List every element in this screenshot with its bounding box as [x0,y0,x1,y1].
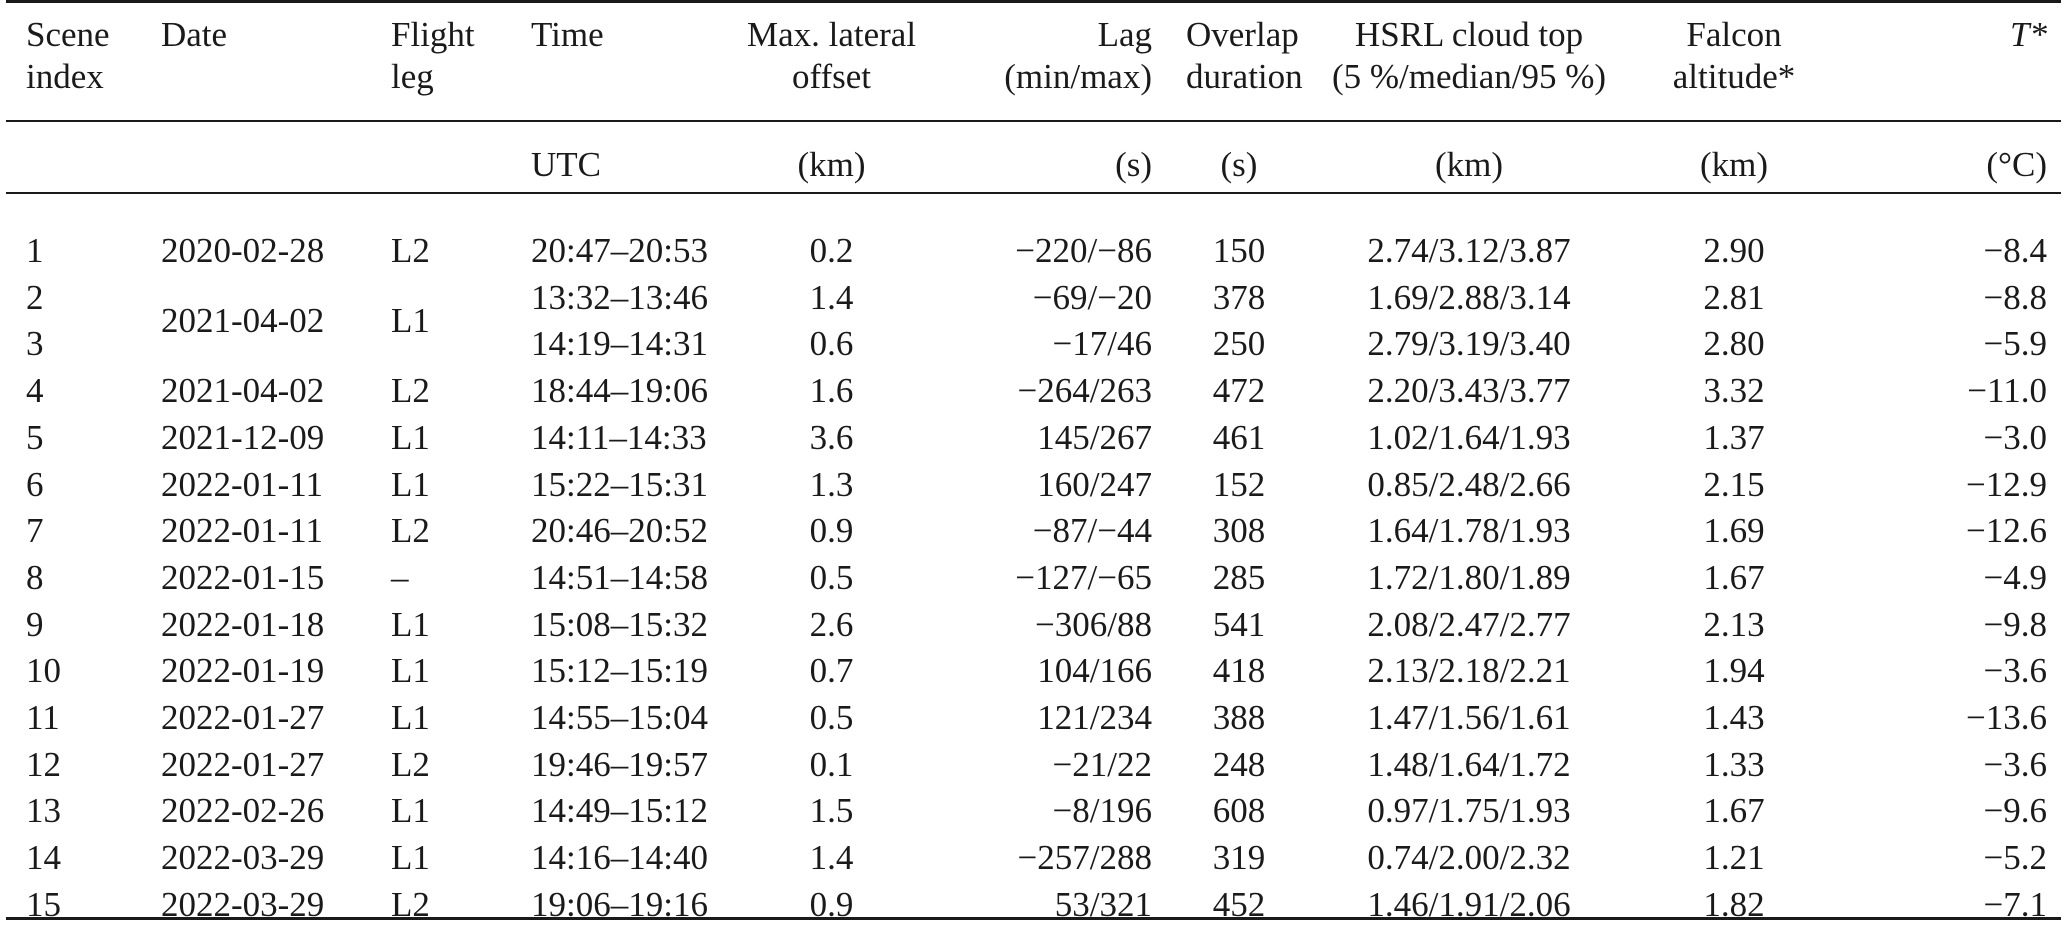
cell-hsrl: 0.74/2.00/2.32 [1367,838,1571,878]
table-row [6,508,2061,555]
cell-offset: 0.2 [809,231,854,270]
cell-scene: 13 [26,791,61,831]
unit-time: UTC [531,145,601,184]
cell-lag: −127/−65 [1015,557,1152,597]
cell-time: 15:12–15:19 [531,651,708,691]
col-header-falcon: Falcon altitude* [1672,15,1796,96]
cell-lag: 121/234 [1037,698,1152,738]
cell-overlap: 541 [1212,604,1266,644]
cell-falcon: 1.94 [1703,651,1765,691]
col-header-hsrl: HSRL cloud top (5 %/median/95 %) [1331,15,1607,96]
cell-lag: 53/321 [1054,884,1152,924]
cell-offset: 0.7 [809,651,854,691]
cell-overlap: 418 [1212,651,1266,691]
cell-offset: 1.5 [809,791,854,831]
cell-temp: −11.0 [1967,371,2047,411]
cell-time: 19:06–19:16 [531,884,708,924]
cell-time: 19:46–19:57 [531,744,708,784]
table-body [6,218,2061,929]
table-row [6,555,2061,602]
cell-temp: −13.6 [1966,698,2047,738]
cell-lag: 145/267 [1037,417,1152,457]
unit-temp: (°C) [1986,145,2047,184]
cell-temp: −9.8 [1983,604,2047,644]
cell-lag: 160/247 [1037,464,1152,504]
cell-temp: −7.1 [1983,884,2047,924]
cell-overlap: 285 [1212,557,1266,597]
cell-hsrl: 2.20/3.43/3.77 [1367,371,1571,411]
col-header-date: Date [161,15,228,54]
cell-time: 15:08–15:32 [531,604,708,644]
cell-falcon: 1.67 [1703,791,1765,831]
cell-scene: 6 [26,464,44,504]
cell-offset: 1.4 [809,838,854,878]
cell-offset: 1.4 [809,277,854,317]
cell-hsrl: 1.69/2.88/3.14 [1367,277,1571,317]
table-row [6,602,2061,649]
cell-lag: −264/263 [1017,371,1152,411]
cell-leg: L2 [391,511,430,551]
cell-overlap: 250 [1212,324,1266,364]
cell-overlap: 461 [1212,417,1266,457]
cell-falcon: 1.69 [1703,511,1765,551]
cell-falcon: 2.81 [1703,277,1765,317]
col-header-overlap: Overlap duration [1186,15,1303,96]
cell-leg: L2 [391,371,430,411]
cell-scene: 12 [26,744,61,784]
cell-time: 14:55–15:04 [531,698,708,738]
cell-overlap: 150 [1212,231,1266,270]
cell-hsrl: 0.97/1.75/1.93 [1367,791,1571,831]
unit-falcon: (km) [1699,145,1769,184]
cell-time: 18:44–19:06 [531,371,708,411]
table-row [6,835,2061,882]
cell-date: 2022-01-18 [161,604,325,644]
cell-leg: L1 [391,838,430,878]
cell-temp: −12.9 [1966,464,2047,504]
cell-date: 2022-02-26 [161,791,325,831]
table-row [6,648,2061,695]
cell-offset: 0.6 [809,324,854,364]
cell-scene: 14 [26,838,61,878]
cell-date: 2022-01-15 [161,557,325,597]
cell-date: 2021-04-02 [161,301,325,341]
cell-falcon: 2.15 [1703,464,1765,504]
cell-falcon: 1.37 [1703,417,1765,457]
cell-overlap: 388 [1212,698,1266,738]
unit-lag: (s) [1115,145,1152,184]
cell-falcon: 2.90 [1703,231,1765,270]
cell-offset: 0.5 [809,698,854,738]
unit-leg [371,130,511,218]
cell-date: 2021-04-02 [161,371,325,411]
cell-date: 2021-12-09 [161,417,325,457]
cell-hsrl: 2.08/2.47/2.77 [1367,604,1571,644]
cell-lag: −257/288 [1017,838,1152,878]
cell-overlap: 248 [1212,744,1266,784]
cell-lag: 104/166 [1037,651,1152,691]
table-row [6,415,2061,462]
cell-date: 2022-03-29 [161,838,325,878]
cell-temp: −8.8 [1983,277,2047,317]
cell-overlap: 152 [1212,464,1266,504]
cell-offset: 0.5 [809,557,854,597]
table-row [6,742,2061,789]
cell-offset: 3.6 [809,417,854,457]
unit-offset: (km) [797,145,866,184]
cell-overlap: 608 [1212,791,1266,831]
cell-lag: −87/−44 [1032,511,1152,551]
cell-scene: 8 [26,557,44,597]
cell-scene: 1 [26,231,44,270]
cell-hsrl: 2.79/3.19/3.40 [1367,324,1571,364]
table-row [6,218,2061,275]
cell-scene: 15 [26,884,61,924]
cell-hsrl: 1.64/1.78/1.93 [1367,511,1571,551]
col-header-temp: T* [2010,15,2047,54]
table-row [6,788,2061,835]
col-header-offset: Max. lateral offset [746,15,917,96]
cell-hsrl: 2.13/2.18/2.21 [1367,651,1571,691]
cell-offset: 1.6 [809,371,854,411]
cell-time: 20:47–20:53 [531,231,708,270]
cell-hsrl: 1.48/1.64/1.72 [1367,744,1571,784]
cell-overlap: 319 [1212,838,1266,878]
cell-leg: L1 [391,698,430,738]
cell-leg: L1 [391,651,430,691]
cell-time: 15:22–15:31 [531,464,708,504]
col-header-lag: Lag (min/max) [1004,15,1152,96]
cell-time: 13:32–13:46 [531,277,708,317]
cell-leg: L1 [391,301,430,341]
cell-hsrl: 1.47/1.56/1.61 [1367,698,1571,738]
cell-offset: 0.1 [809,744,854,784]
cell-lag: −69/−20 [1032,277,1152,317]
table-row [6,368,2061,415]
cell-falcon: 1.82 [1703,884,1765,924]
table-row [6,275,2061,322]
cell-date: 2022-01-27 [161,698,325,738]
cell-time: 14:11–14:33 [531,417,707,457]
cell-falcon: 1.43 [1703,698,1765,738]
cell-offset: 0.9 [809,884,854,924]
cell-time: 14:49–15:12 [531,791,708,831]
cell-time: 14:16–14:40 [531,838,708,878]
cell-scene: 5 [26,417,44,457]
cell-date: 2022-01-11 [161,511,324,551]
unit-date [141,130,371,218]
cell-scene: 11 [26,698,60,738]
cell-temp: −3.0 [1983,417,2047,457]
cell-scene: 3 [26,324,44,364]
cell-date: 2020-02-28 [161,231,325,270]
cell-leg: L2 [391,231,430,270]
cell-falcon: 1.33 [1703,744,1765,784]
cell-falcon: 3.32 [1703,371,1765,411]
cell-overlap: 452 [1212,884,1266,924]
header-row [6,0,2061,130]
cell-overlap: 308 [1212,511,1266,551]
units-row [6,130,2061,218]
cell-overlap: 378 [1212,277,1266,317]
cell-time: 14:51–14:58 [531,557,708,597]
data-table [6,0,2061,929]
cell-hsrl: 1.72/1.80/1.89 [1367,557,1571,597]
cell-hsrl: 0.85/2.48/2.66 [1367,464,1571,504]
cell-offset: 0.9 [809,511,854,551]
cell-temp: −3.6 [1983,651,2047,691]
cell-falcon: 1.21 [1703,838,1765,878]
cell-leg: L1 [391,604,430,644]
cell-time: 14:19–14:31 [531,324,708,364]
cell-hsrl: 1.46/1.91/2.06 [1367,884,1571,924]
cell-temp: −4.9 [1983,557,2047,597]
table-row [6,462,2061,509]
cell-scene: 4 [26,371,44,411]
cell-hsrl: 1.02/1.64/1.93 [1367,417,1571,457]
cell-leg: L2 [391,884,430,924]
cell-temp: −9.6 [1983,791,2047,831]
cell-lag: −306/88 [1035,604,1152,644]
unit-hsrl: (km) [1434,145,1504,184]
cell-overlap: 472 [1212,371,1266,411]
cell-scene: 7 [26,511,44,551]
cell-temp: −5.9 [1983,324,2047,364]
cell-lag: −17/46 [1052,324,1152,364]
cell-falcon: 2.13 [1703,604,1765,644]
cell-offset: 1.3 [809,464,854,504]
cell-leg: L1 [391,791,430,831]
table-row [6,695,2061,742]
cell-falcon: 2.80 [1703,324,1765,364]
cell-leg: L2 [391,744,430,784]
cell-hsrl: 2.74/3.12/3.87 [1367,231,1571,270]
cell-scene: 9 [26,604,44,644]
cell-date: 2022-03-29 [161,884,325,924]
cell-temp: −12.6 [1966,511,2047,551]
cell-temp: −3.6 [1983,744,2047,784]
cell-leg: L1 [391,417,430,457]
cell-scene: 10 [26,651,61,691]
col-header-scene: Scene index [26,15,110,96]
cell-falcon: 1.67 [1703,557,1765,597]
cell-leg: – [391,557,409,597]
cell-leg: L1 [391,464,430,504]
col-header-leg: Flight leg [391,15,475,96]
cell-time: 20:46–20:52 [531,511,708,551]
cell-lag: −220/−86 [1015,231,1152,270]
cell-temp: −5.2 [1983,838,2047,878]
cell-scene: 2 [26,277,44,317]
col-header-time: Time [531,15,604,54]
unit-scene [6,130,141,218]
cell-date: 2022-01-19 [161,651,325,691]
cell-temp: −8.4 [1983,231,2047,270]
cell-date: 2022-01-11 [161,464,324,504]
cell-offset: 2.6 [809,604,854,644]
cell-date: 2022-01-27 [161,744,325,784]
cell-lag: −8/196 [1052,791,1152,831]
unit-overlap: (s) [1220,145,1258,184]
cell-lag: −21/22 [1052,744,1152,784]
